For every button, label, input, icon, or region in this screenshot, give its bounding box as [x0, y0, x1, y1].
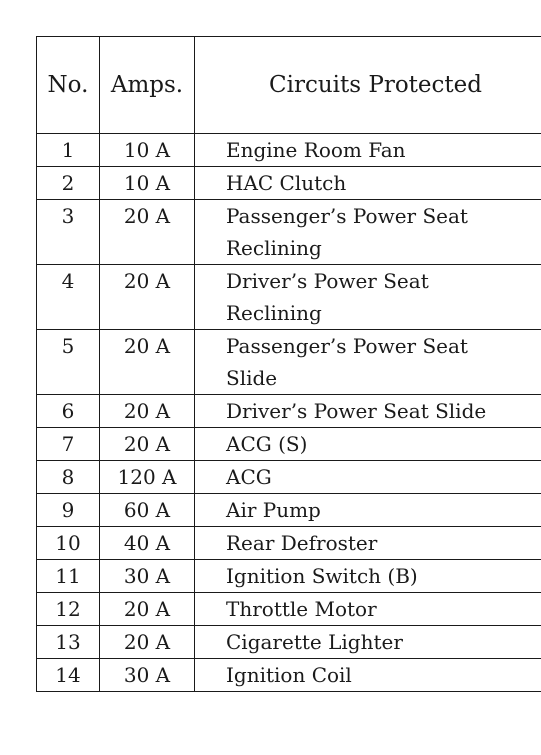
cell-circuit: Ignition Switch (B): [195, 560, 541, 593]
cell-no: 8: [37, 461, 100, 494]
cell-circuit: Passenger’s Power Seat Slide: [195, 330, 541, 395]
cell-amps: 20 A: [100, 428, 195, 461]
cell-circuit: Passenger’s Power Seat Reclining: [195, 200, 541, 265]
cell-circuit: ACG (S): [195, 428, 541, 461]
cell-amps: 30 A: [100, 560, 195, 593]
cell-circuit: Cigarette Lighter: [195, 626, 541, 659]
cell-circuit: ACG: [195, 461, 541, 494]
table-body: [37, 134, 541, 692]
table-row: [37, 200, 541, 265]
cell-amps: 30 A: [100, 659, 195, 692]
cell-no: 5: [37, 330, 100, 395]
cell-circuit: Driver’s Power Seat Reclining: [195, 265, 541, 330]
cell-no: 13: [37, 626, 100, 659]
cell-no: 1: [37, 134, 100, 167]
cell-no: 6: [37, 395, 100, 428]
cell-amps: 120 A: [100, 461, 195, 494]
table-row: [37, 593, 541, 626]
cell-no: 14: [37, 659, 100, 692]
cell-circuit: Rear Defroster: [195, 527, 541, 560]
cell-amps: 20 A: [100, 265, 195, 330]
cell-amps: 20 A: [100, 395, 195, 428]
cell-amps: 10 A: [100, 167, 195, 200]
cell-no: 2: [37, 167, 100, 200]
cell-amps: 20 A: [100, 200, 195, 265]
table-header: [37, 37, 541, 134]
header-circuits: Circuits Protected: [195, 37, 541, 134]
cell-no: 12: [37, 593, 100, 626]
cell-circuit: HAC Clutch: [195, 167, 541, 200]
cell-amps: 10 A: [100, 134, 195, 167]
header-amps: Amps.: [100, 37, 195, 134]
cell-circuit: Ignition Coil: [195, 659, 541, 692]
header-row: [37, 37, 541, 134]
table-row: [37, 626, 541, 659]
table-row: [37, 494, 541, 527]
cell-circuit: Throttle Motor: [195, 593, 541, 626]
cell-no: 4: [37, 265, 100, 330]
table-row: [37, 395, 541, 428]
table-row: [37, 428, 541, 461]
table-row: [37, 330, 541, 395]
cell-no: 10: [37, 527, 100, 560]
cell-amps: 20 A: [100, 626, 195, 659]
header-no: No.: [37, 37, 100, 134]
cell-circuit: Engine Room Fan: [195, 134, 541, 167]
cell-amps: 20 A: [100, 330, 195, 395]
table-row: [37, 461, 541, 494]
table-row: [37, 265, 541, 330]
cell-amps: 60 A: [100, 494, 195, 527]
table-row: [37, 527, 541, 560]
table-row: [37, 560, 541, 593]
cell-amps: 40 A: [100, 527, 195, 560]
cell-no: 7: [37, 428, 100, 461]
cell-amps: 20 A: [100, 593, 195, 626]
table-row: [37, 134, 541, 167]
cell-circuit: Air Pump: [195, 494, 541, 527]
cell-no: 3: [37, 200, 100, 265]
table-row: [37, 167, 541, 200]
cell-no: 9: [37, 494, 100, 527]
table-row: [37, 659, 541, 692]
cell-no: 11: [37, 560, 100, 593]
cell-circuit: Driver’s Power Seat Slide: [195, 395, 541, 428]
fuse-table: [36, 36, 541, 692]
